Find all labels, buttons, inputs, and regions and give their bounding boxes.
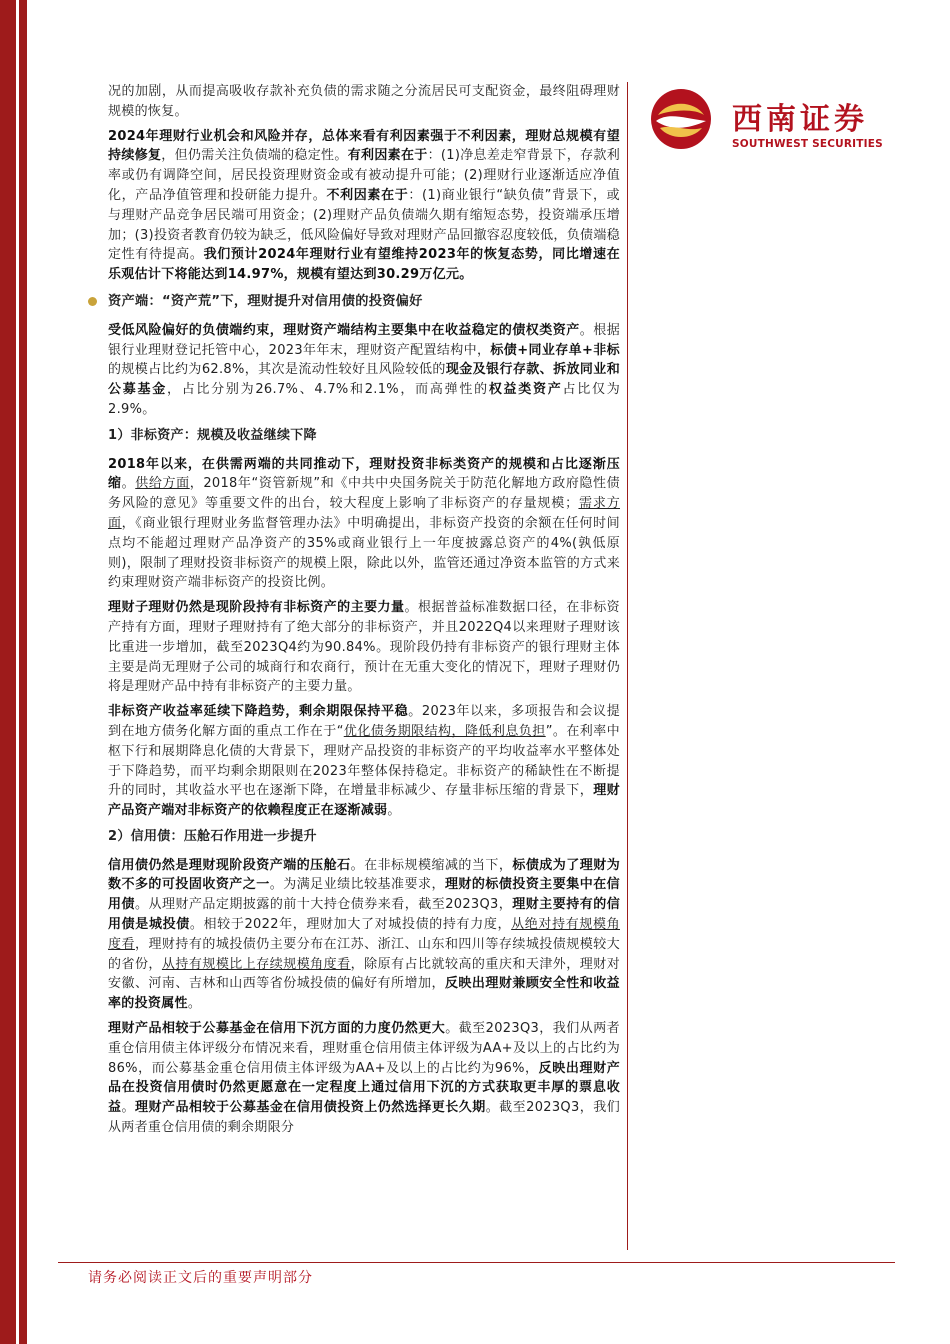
left-decorative-bar <box>0 0 27 1344</box>
main-text-column <box>108 82 620 1143</box>
paragraph: 非标资产收益率延续下降趋势，剩余期限保持平稳。2023年以来，多项报告和会议提到在地方债务化解方面的重点工作在于“优化债务期限结构，降低利息负担”。在利率中枢下行和展期降息化债的大背景下，理财产品投资的非标资产的平均收益率水平整体处于下降趋势，而平均剩余期限则在2023年整体保持稳定。非标资产的稀缺性在不断提升的同时，其收益水平也在逐渐下降，在增量非标减少、存量非标压缩的背景下，理财产品资产端对非标资产的依赖程度正在逐渐减弱。 <box>108 704 620 819</box>
logo-chinese-name: 西南证券 <box>732 102 868 137</box>
subsection-heading: 1）非标资产：规模及收益继续下降 <box>108 427 317 443</box>
left-bar-stripe <box>16 0 19 1344</box>
paragraph: 理财产品相较于公募基金在信用下沉方面的力度仍然更大。截至2023Q3，我们从两者重仓信用债主体评级分布情况来看，理财重仓信用债主体评级为AA+及以上的占比约为86%，而公募基金重仓信用债主体评级为AA+及以上的占比约为96%，反映出理财产品在投资信用债时仍然更愿意在一定程度上通过信用下沉的方式获取更丰厚的票息收益。理财产品相较于公募基金在信用债投资上仍然选择更长久期。截至2023Q3，我们从两者重仓信用债的剩余期限分 <box>108 1021 620 1136</box>
company-logo <box>648 86 888 152</box>
column-divider <box>627 82 628 1250</box>
paragraph: 信用债仍然是理财现阶段资产端的压舱石。在非标规模缩减的当下，标债成为了理财为数不多的可投固收资产之一。为满足业绩比较基准要求，理财的标债投资主要集中在信用债。从理财产品定期披露的前十大持仓债券来看，截至2023Q3，理财主要持有的信用债是城投债。相较于2022年，理财加大了对城投债的持有力度，从绝对持有规模角度看，理财持有的城投债仍主要分布在江苏、浙江、山东和四川等存续城投债规模较大的省份，从持有规模比上存续规模角度看，除原有占比就较高的重庆和天津外，理财对安徽、河南、吉林和山西等省份城投债的偏好有所增加，反映出理财兼顾安全性和收益率的投资属性。 <box>108 857 621 1012</box>
bullet-icon <box>88 297 97 306</box>
logo-emblem-icon <box>650 88 712 150</box>
paragraph: 受低风险偏好的负债端约束，理财资产端结构主要集中在收益稳定的债权类资产。根据银行业理财登记托管中心，2023年年末，理财资产配置结构中，标债+同业存单+非标的规模占比约为62.8%，其次是流动性较好且风险较低的现金及银行存款、拆放同业和公募基金，占比分别为26.7%、4.7%和2.1%，而高弹性的权益类资产占比仅为2.9%。 <box>108 322 621 417</box>
paragraph: 况的加剧，从而提高吸收存款补充负债的需求随之分流居民可支配资金，最终阻碍理财规模的恢复。 <box>108 84 620 119</box>
section-heading: 资产端：“资产荒”下，理财提升对信用债的投资偏好 <box>88 292 620 312</box>
paragraph: 2024年理财行业机会和风险并存，总体来看有利因素强于不利因素，理财总规模有望持续修复，但仍需关注负债端的稳定性。有利因素在于：(1)净息差走窄背景下，存款利率或仍有调降空间，居民投资理财资金或有被动提升可能；(2)理财行业逐渐适应净值化，产品净值管理和投研能力提升。不利因素在于：(1)商业银行“缺负债”背景下，或与理财产品竞争居民端可用资金；(2)理财产品负债端久期有缩短态势，投资端承压增加；(3)投资者教育仍较为缺乏，低风险偏好导致对理财产品回撤容忍度较低，负债端稳定性有待提高。我们预计2024年理财行业有望维持2023年的恢复态势，同比增速在乐观估计下将能达到14.97%，规模有望达到30.29万亿元。 <box>108 128 621 283</box>
paragraph: 2018年以来，在供需两端的共同推动下，理财投资非标类资产的规模和占比逐渐压缩。供给方面，2018年“资管新规”和《中共中央国务院关于防范化解地方政府隐性债务风险的意见》等重要文件的出台，较大程度上影响了非标资产的存量规模；需求方面，《商业银行理财业务监督管理办法》中明确提出，非标资产投资的余额在任何时间点均不能超过理财产品净资产的35%或商业银行上一年度披露总资产的4%(孰低原则)，限制了理财投资非标资产的规模上限，除此以外，监管还通过净资本监管的方式来约束理财资产端非标资产的投资比例。 <box>108 456 620 591</box>
logo-english-name: SOUTHWEST SECURITIES <box>732 138 883 150</box>
footer-disclaimer: 请务必阅读正文后的重要声明部分 <box>88 1270 313 1286</box>
footer-divider <box>58 1262 895 1263</box>
subsection-heading: 2）信用债：压舱石作用进一步提升 <box>108 828 317 844</box>
paragraph: 理财子理财仍然是现阶段持有非标资产的主要力量。根据普益标准数据口径，在非标资产持有方面，理财子理财持有了绝大部分的非标资产，并且2022Q4以来理财子理财该比重进一步增加，截至2023Q4约为90.84%。现阶段仍持有非标资产的银行理财主体主要是尚无理财子公司的城商行和农商行，预计在无重大变化的情况下，理财子理财仍将是理财产品中持有非标资产的主要力量。 <box>108 600 620 695</box>
